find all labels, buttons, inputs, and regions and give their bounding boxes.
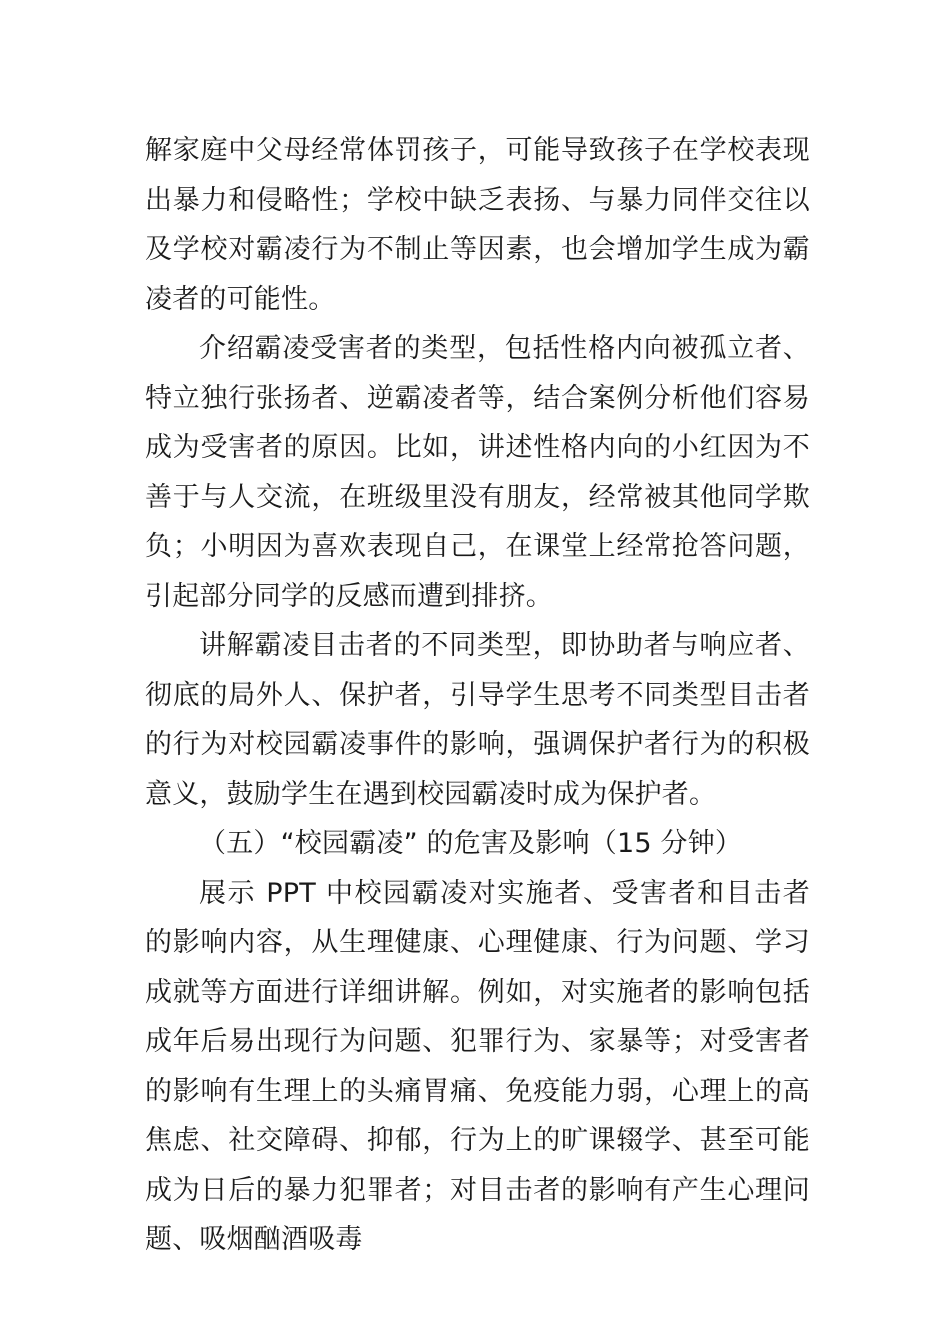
paragraph-family-school-factors: 解家庭中父母经常体罚孩子，可能导致孩子在学校表现出暴力和侵略性；学校中缺乏表扬、与暴力同伴交往以及学校对霸凌行为不制止等因素，也会增加学生成为霸凌者的可能性。 — [145, 135, 810, 315]
paragraph-victim-types: 介绍霸凌受害者的类型，包括性格内向被孤立者、特立独行张扬者、逆霸凌者等，结合案例分析他们容易成为受害者的原因。比如，讲述性格内向的小红因为不善于与人交流，在班级里没有朋友，经常被其他同学欺负；小明因为喜欢表现自己，在课堂上经常抢答问题，引起部分同学的反感而遭到排挤。 — [145, 333, 810, 612]
paragraph-impact-details: 展示 PPT 中校园霸凌对实施者、受害者和目击者的影响内容，从生理健康、心理健康、行为问题、学习成就等方面进行详细讲解。例如，对实施者的影响包括成年后易出现行为问题、犯罪行为、家暴等；对受害者的影响有生理上的头痛胃痛、免疫能力弱，心理上的高焦虑、社交障碍、抑郁，行为上的旷课辍学、甚至可能成为日后的暴力犯罪者；对目击者的影响有产生心理问题、吸烟酗酒吸毒 — [145, 877, 810, 1255]
document-body — [145, 126, 810, 1265]
section-heading-harm-and-impact: （五）“校园霸凌” 的危害及影响（15 分钟） — [199, 828, 743, 859]
paragraph-bystander-types: 讲解霸凌目击者的不同类型，即协助者与响应者、彻底的局外人、保护者，引导学生思考不同类型目击者的行为对校园霸凌事件的影响，强调保护者行为的积极意义，鼓励学生在遇到校园霸凌时成为保护者。 — [145, 630, 810, 810]
